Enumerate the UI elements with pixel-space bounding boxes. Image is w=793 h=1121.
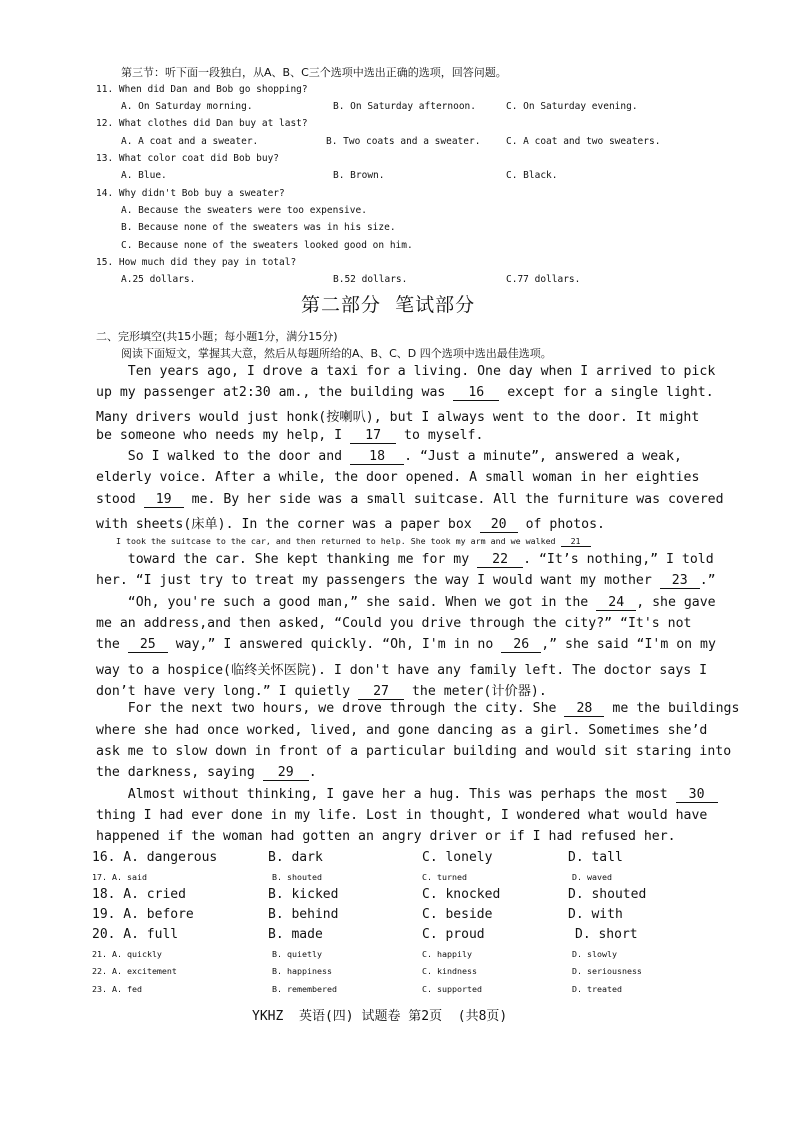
q12-option-c: C. A coat and two sweaters.	[506, 136, 661, 147]
option-19-d[interactable]: D. with	[568, 907, 623, 922]
option-17-a[interactable]: 17. A. said	[92, 872, 147, 882]
q14-option-a: A. Because the sweaters were too expensive.	[121, 205, 367, 216]
option-20-b[interactable]: B. made	[268, 927, 323, 942]
question-12: 12. What clothes did Dan buy at last?	[96, 118, 308, 129]
passage-line: be someone who needs my help, I 17 to myself.	[96, 428, 484, 443]
blank-28[interactable]: 28	[564, 702, 604, 717]
passage-line: way to a hospice(临终关怀医院). I don't have any family left. The doctor says I	[96, 663, 708, 678]
passage-line: me an address,and then asked, “Could you drive through the city?” “It's not	[96, 616, 692, 631]
option-21-d[interactable]: D. slowly	[572, 949, 617, 959]
passage-line: elderly voice. After a while, the door opened. A small woman in her eighties	[96, 470, 700, 485]
blank-17[interactable]: 17	[350, 429, 396, 444]
passage-line: don’t have very long.” I quietly 27 the meter(计价器).	[96, 684, 547, 699]
q11-option-a: A. On Saturday morning.	[121, 101, 253, 112]
q13-option-c: C. Black.	[506, 170, 558, 181]
passage-line: the 25 way,” I answered quickly. “Oh, I'm in no 26 ,” she said “I'm on my	[96, 637, 716, 652]
q15-option-b: B.52 dollars.	[333, 274, 408, 285]
option-18-a[interactable]: 18. A. cried	[92, 887, 186, 902]
q12-option-a: A. A coat and a sweater.	[121, 136, 259, 147]
option-17-d[interactable]: D. waved	[572, 872, 612, 882]
option-16-a[interactable]: 16. A. dangerous	[92, 850, 218, 865]
option-21-c[interactable]: C. happily	[422, 949, 472, 959]
blank-16[interactable]: 16	[453, 386, 499, 401]
passage-line: ask me to slow down in front of a particular building and would sit staring into	[96, 744, 732, 759]
q12-option-b: B. Two coats and a sweater.	[326, 136, 481, 147]
blank-26[interactable]: 26	[501, 638, 541, 653]
passage-line: the darkness, saying 29 .	[96, 765, 317, 780]
q13-option-a: A. Blue.	[121, 170, 167, 181]
option-16-c[interactable]: C. lonely	[422, 850, 493, 865]
question-13: 13. What color coat did Bob buy?	[96, 153, 280, 164]
passage-line: stood 19 me. By her side was a small suitcase. All the furniture was covered	[96, 492, 724, 507]
q13-option-b: B. Brown.	[333, 170, 385, 181]
passage-line: So I walked to the door and 18 . “Just a minute”, answered a weak,	[96, 449, 682, 464]
option-18-b[interactable]: B. kicked	[268, 887, 339, 902]
option-20-c[interactable]: C. proud	[422, 927, 485, 942]
part2-title: 第二部分 笔试部分	[301, 294, 476, 316]
question-11: 11. When did Dan and Bob go shopping?	[96, 84, 308, 95]
passage-line: up my passenger at2:30 am., the building was 16 except for a single light.	[96, 385, 714, 400]
question-14: 14. Why didn't Bob buy a sweater?	[96, 188, 285, 199]
blank-22[interactable]: 22	[477, 553, 523, 568]
option-22-c[interactable]: C. kindness	[422, 966, 477, 976]
option-22-a[interactable]: 22. A. excitement	[92, 966, 177, 976]
option-19-b[interactable]: B. behind	[268, 907, 339, 922]
blank-20[interactable]: 20	[480, 518, 518, 533]
blank-19[interactable]: 19	[144, 493, 184, 508]
blank-24[interactable]: 24	[596, 596, 636, 611]
option-18-d[interactable]: D. shouted	[568, 887, 647, 902]
passage-line: where she had once worked, lived, and gone dancing as a girl. Sometimes she’d	[96, 723, 708, 738]
page-footer: YKHZ 英语(四) 试题卷 第2页 (共8页)	[252, 1009, 508, 1024]
blank-30[interactable]: 30	[676, 788, 718, 803]
option-19-a[interactable]: 19. A. before	[92, 907, 194, 922]
option-21-a[interactable]: 21. A. quickly	[92, 949, 162, 959]
question-15: 15. How much did they pay in total?	[96, 257, 297, 268]
option-20-a[interactable]: 20. A. full	[92, 927, 179, 942]
passage-line-small: I took the suitcase to the car, and then returned to help. She took my arm and we walked 21	[96, 536, 591, 547]
q15-option-a: A.25 dollars.	[121, 274, 196, 285]
cloze-subheading: 二、完形填空(共15小题；每小题1分，满分15分)	[96, 330, 338, 343]
blank-18[interactable]: 18	[350, 450, 404, 465]
option-17-c[interactable]: C. turned	[422, 872, 467, 882]
option-16-d[interactable]: D. tall	[568, 850, 623, 865]
option-23-d[interactable]: D. treated	[572, 984, 622, 994]
cloze-instruction: 阅读下面短文，掌握其大意，然后从每题所给的A、B、C、D 四个选项中选出最佳选项。	[121, 347, 552, 360]
option-20-d[interactable]: D. short	[575, 927, 638, 942]
passage-line: “Oh, you're such a good man,” she said. When we got in the 24 , she gave	[96, 595, 716, 610]
option-17-b[interactable]: B. shouted	[272, 872, 322, 882]
option-23-c[interactable]: C. supported	[422, 984, 482, 994]
passage-line: thing I had ever done in my life. Lost in thought, I wondered what would have	[96, 808, 708, 823]
passage-line: Ten years ago, I drove a taxi for a living. One day when I arrived to pick	[96, 364, 716, 379]
blank-21[interactable]: 21	[561, 537, 591, 547]
passage-line: her. “I just try to treat my passengers the way I would want my mother 23 .”	[96, 573, 716, 588]
passage-line: toward the car. She kept thanking me for my 22 . “It’s nothing,” I told	[96, 552, 714, 567]
option-22-d[interactable]: D. seriousness	[572, 966, 642, 976]
passage-line: happened if the woman had gotten an angry driver or if I had refused her.	[96, 829, 676, 844]
passage-line: Almost without thinking, I gave her a hug. This was perhaps the most 30	[96, 787, 718, 803]
option-22-b[interactable]: B. happiness	[272, 966, 332, 976]
option-19-c[interactable]: C. beside	[422, 907, 493, 922]
q15-option-c: C.77 dollars.	[506, 274, 581, 285]
blank-29[interactable]: 29	[263, 766, 309, 781]
blank-25[interactable]: 25	[128, 638, 168, 653]
option-23-a[interactable]: 23. A. fed	[92, 984, 142, 994]
option-23-b[interactable]: B. remembered	[272, 984, 337, 994]
q14-option-c: C. Because none of the sweaters looked good on him.	[121, 240, 413, 251]
section3-heading: 第三节：听下面一段独白，从A、B、C三个选项中选出正确的选项，回答问题。	[121, 66, 507, 79]
passage-line: Many drivers would just honk(按喇叭), but I always went to the door. It might	[96, 410, 700, 425]
blank-23[interactable]: 23	[660, 574, 700, 589]
option-21-b[interactable]: B. quietly	[272, 949, 322, 959]
q14-option-b: B. Because none of the sweaters was in his size.	[121, 222, 396, 233]
option-18-c[interactable]: C. knocked	[422, 887, 501, 902]
passage-line: with sheets(床单). In the corner was a paper box 20 of photos.	[96, 517, 605, 532]
q11-option-c: C. On Saturday evening.	[506, 101, 638, 112]
option-16-b[interactable]: B. dark	[268, 850, 323, 865]
passage-line: For the next two hours, we drove through the city. She 28 me the buildings	[96, 701, 740, 716]
q11-option-b: B. On Saturday afternoon.	[333, 101, 476, 112]
blank-27[interactable]: 27	[358, 685, 404, 700]
